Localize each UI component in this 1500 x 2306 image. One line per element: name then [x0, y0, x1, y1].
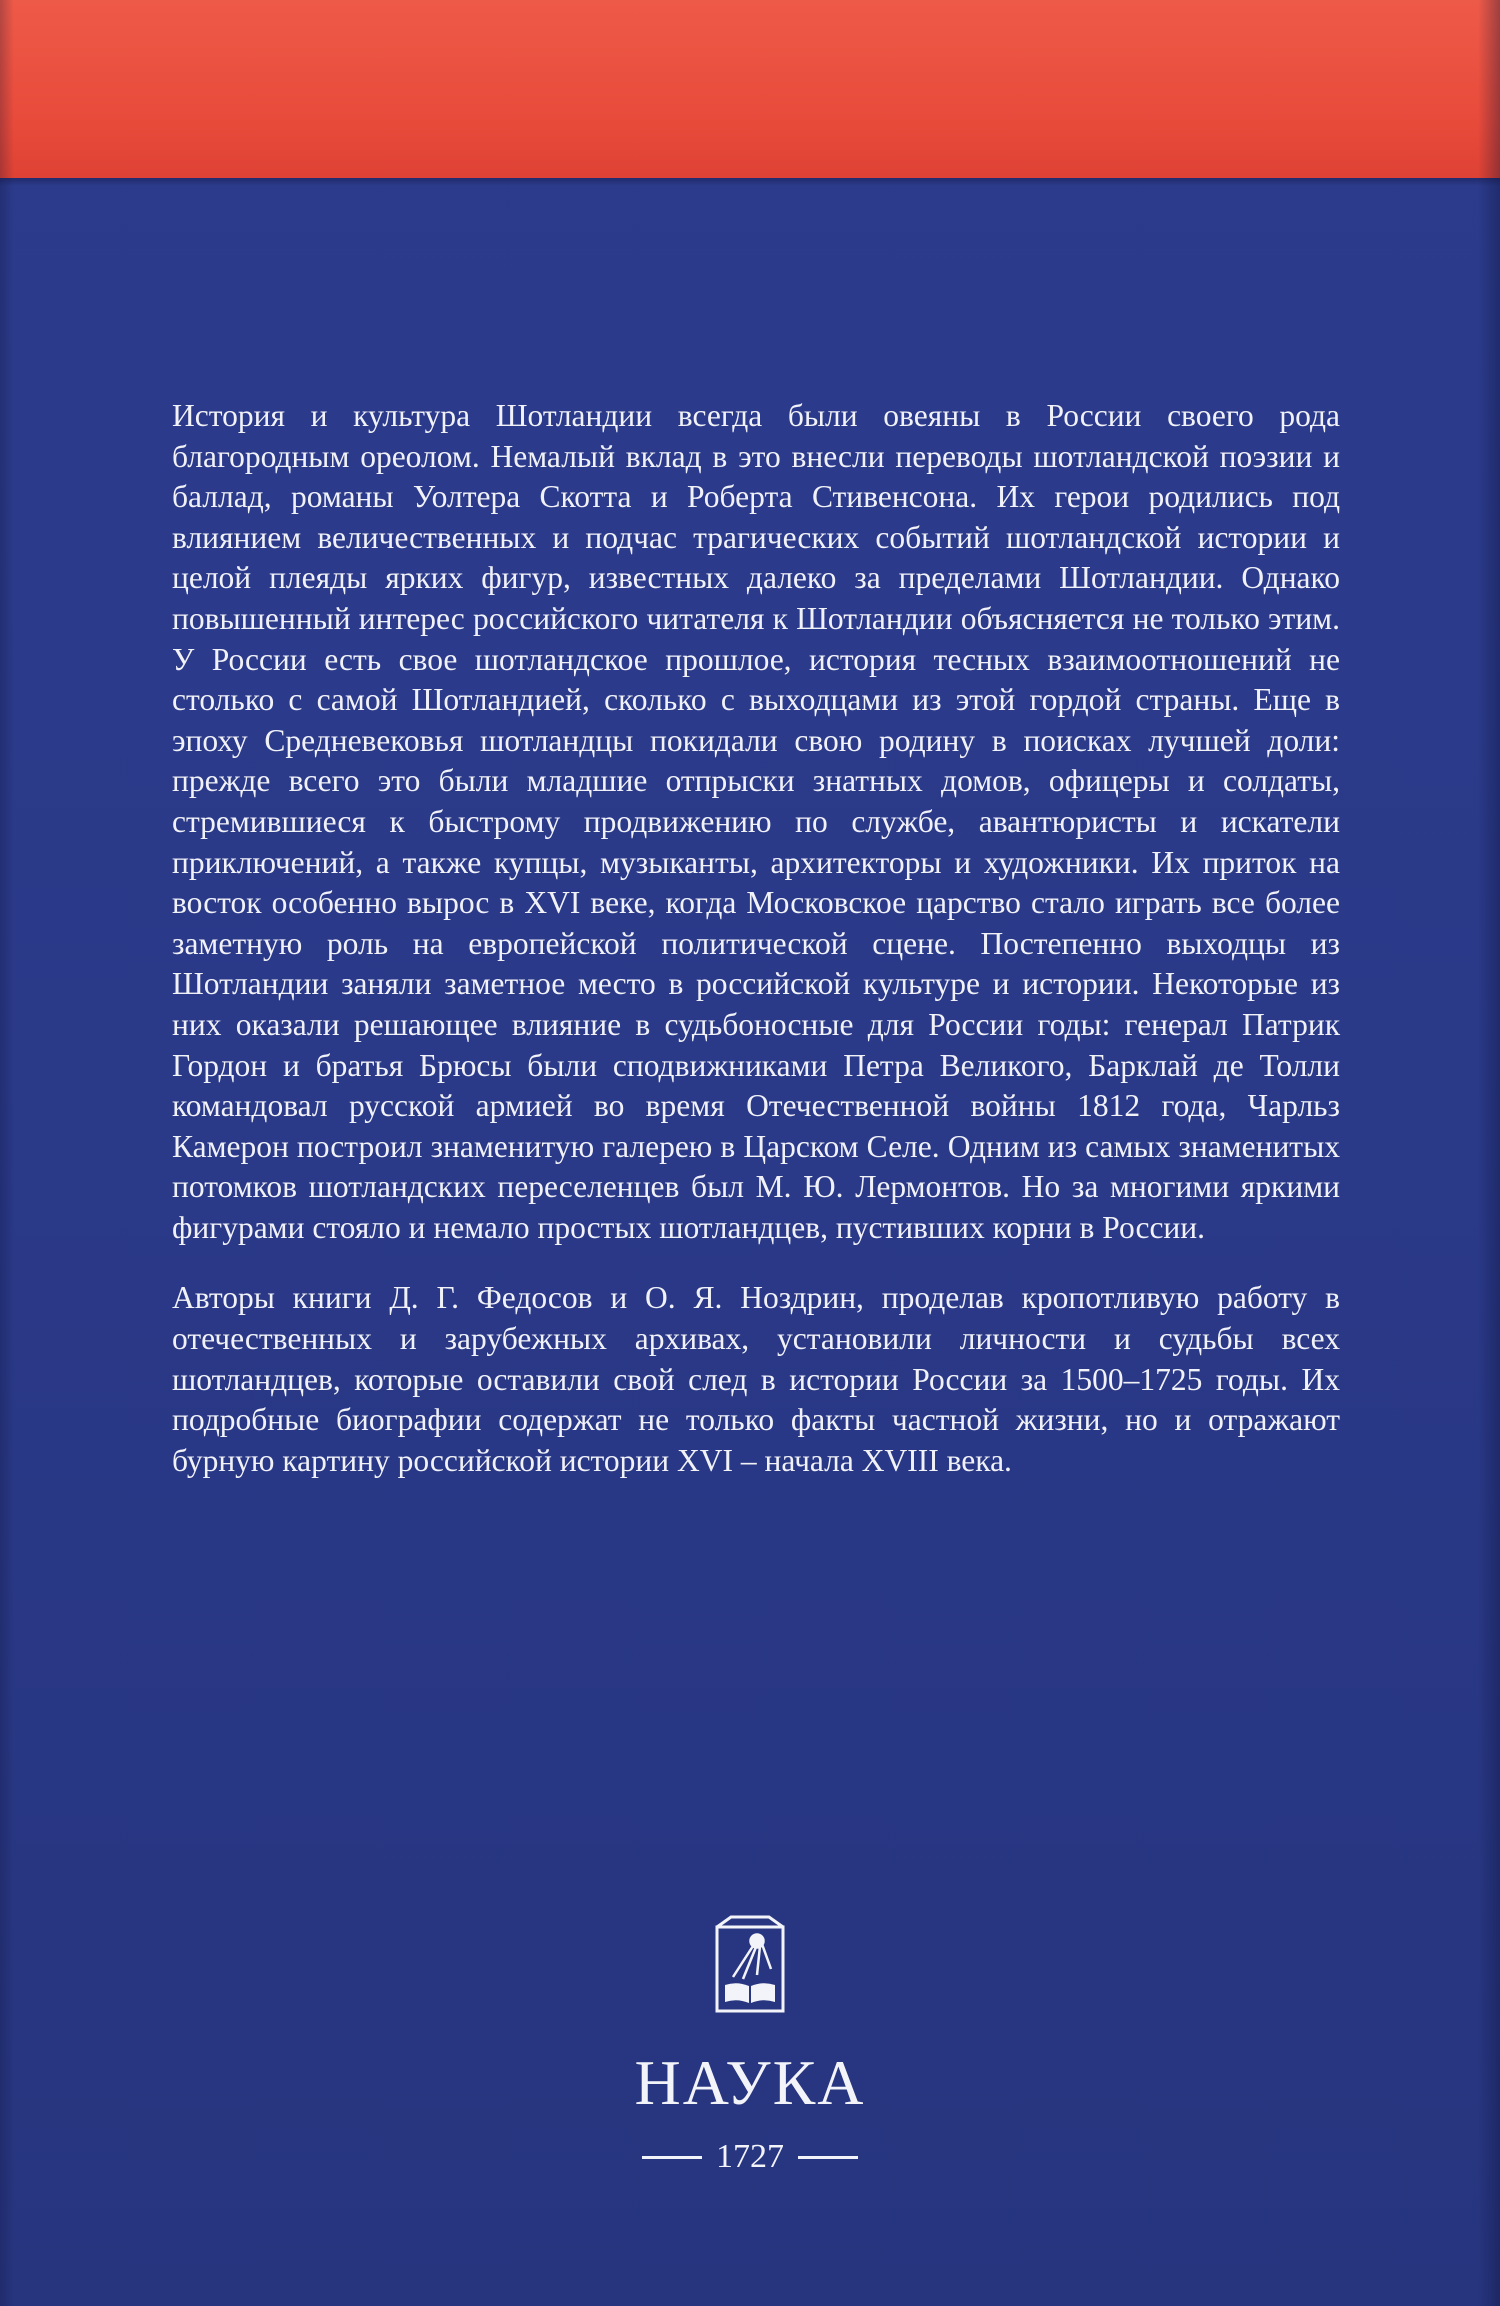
publisher-name: НАУКА: [634, 2047, 866, 2118]
year-right-dash: [798, 2156, 858, 2159]
publisher-year: 1727: [716, 2138, 784, 2175]
year-left-dash: [642, 2156, 702, 2159]
top-red-band: [0, 0, 1500, 178]
cover-left-edge: [0, 0, 14, 2306]
annotation-paragraph-1: История и культура Шотландии всегда были овеяны в России своего рода благородным ореолом. Немалый вклад в это внесли переводы шотландской поэзии и баллад, романы Уолтера Скотта и Роберта Стивенсона. Их герои родились под влиянием величественных и подчас трагических событий шотландской истории и целой плеяды ярких фигур, известных далеко за пределами Шотландии. Однако повышенный интерес российского читателя к Шотландии объясняется не только этим. У России есть свое шотландское прошлое, история тесных взаимоотношений не столько с самой Шотландией, сколько с выходцами из этой гордой страны. Еще в эпоху Средневековья шотландцы покидали свою родину в поисках лучшей доли: прежде всего это были младшие отпрыски знатных домов, офицеры и солдаты, стремившиеся к быстрому продвижению по службе, авантюристы и искатели приключений, а также купцы, музыканты, архитекторы и художники. Их приток на восток особенно вырос в XVI веке, когда Московское царство стало играть все более заметную роль на европейской политической сцене. Постепенно выходцы из Шотландии заняли заметное место в российской культуре и истории. Некоторые из них оказали решающее влияние в судьбоносные для России годы: генерал Патрик Гордон и братья Брюсы были сподвижниками Петра Великого, Барклай де Толли командовал русской армией во время Отечественной войны 1812 года, Чарльз Камерон построил знаменитую галерею в Царском Селе. Одним из самых знаменитых потомков шотландских переселенцев был М. Ю. Лермонтов. Но за многими яркими фигурами стояло и немало простых шотландцев, пустивших корни в России.: [172, 398, 1340, 1245]
annotation-text: [172, 396, 1340, 1481]
annotation-paragraph-2: Авторы книги Д. Г. Федосов и О. Я. Ноздрин, проделав кропотливую работу в отечественных и зарубежных архивах, установили личности и судьбы всех шотландцев, которые оставили свой след в истории России за 1500–1725 годы. Их подробные биографии содержат не только факты частной жизни, но и отражают бурную картину российской истории XVI – начала XVIII века.: [172, 1280, 1340, 1478]
publisher-year-line: [0, 2132, 1500, 2182]
nauka-emblem-icon: [713, 1915, 787, 2013]
band-shadow: [0, 178, 1500, 186]
cover-right-edge: [1478, 0, 1500, 2306]
